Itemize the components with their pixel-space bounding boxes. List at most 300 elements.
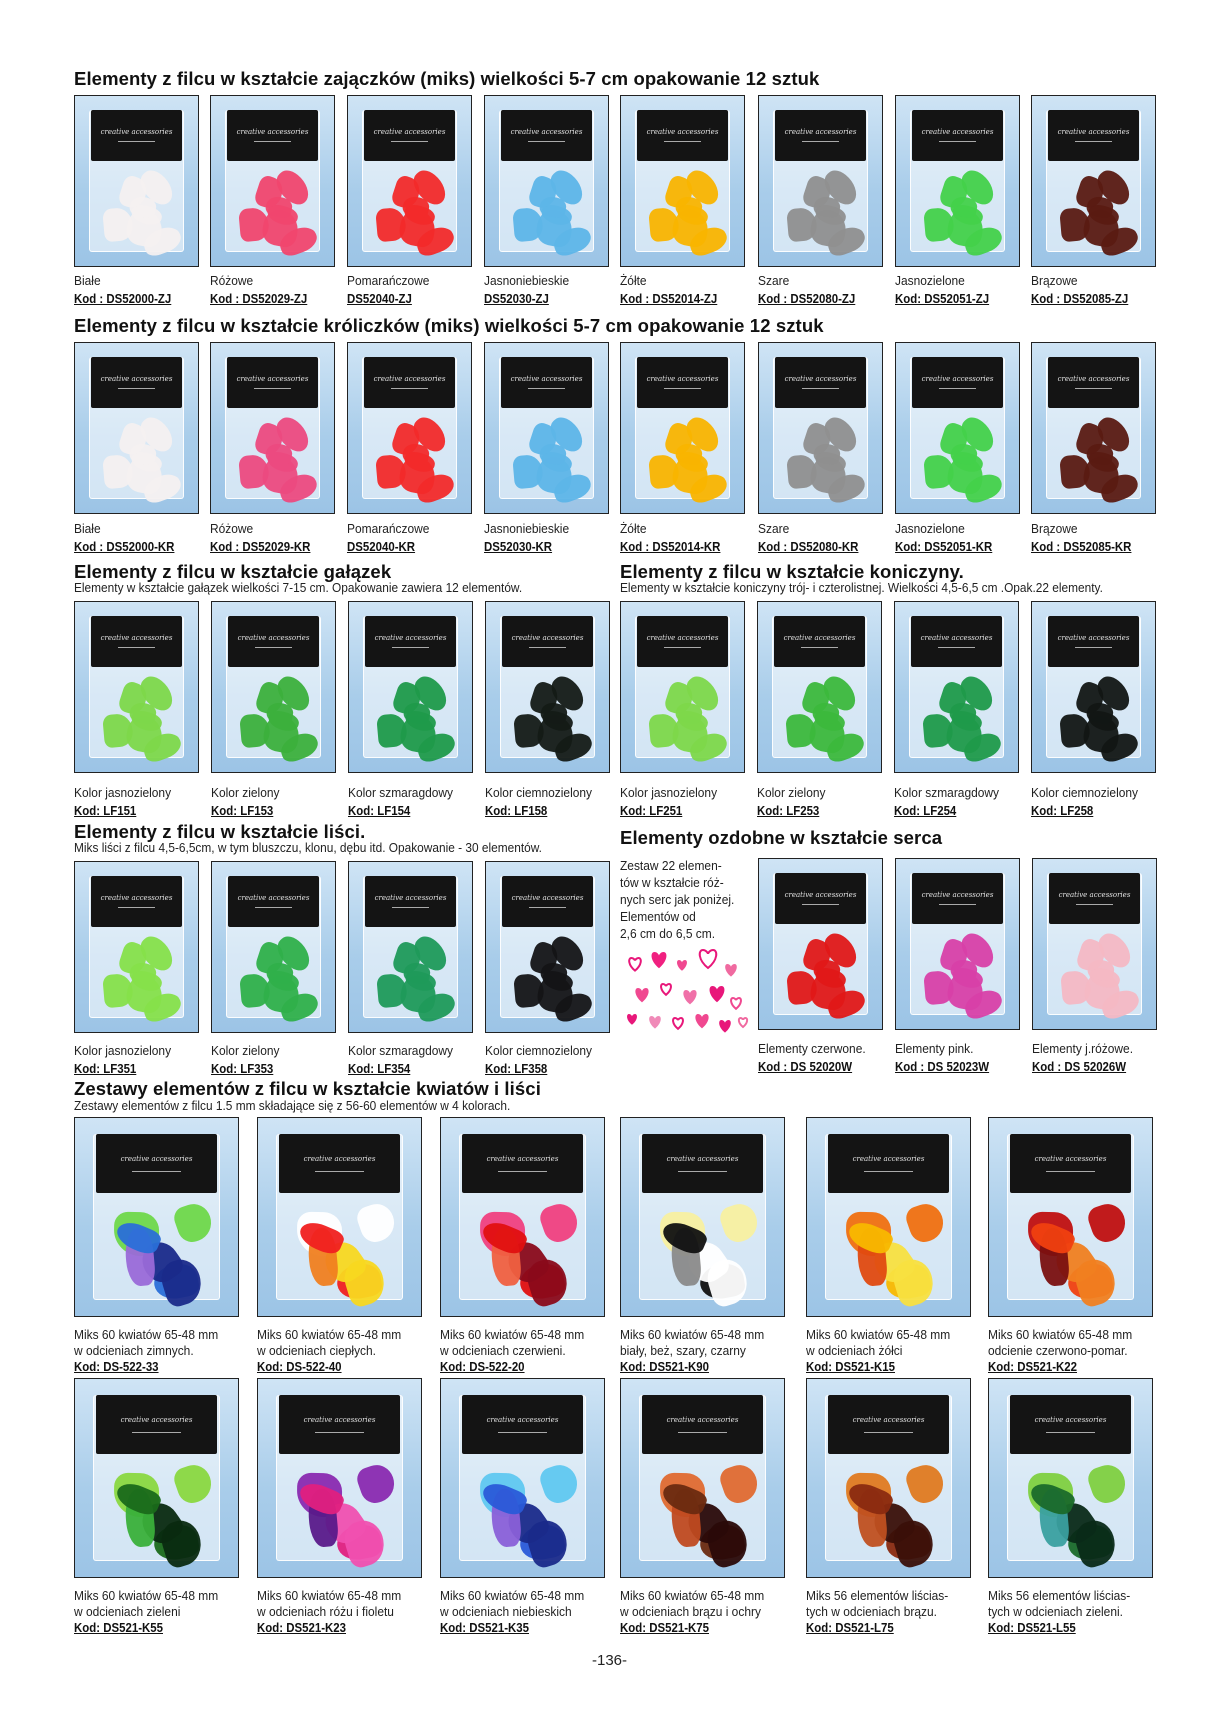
package-header xyxy=(364,357,455,408)
flower-set-card xyxy=(257,1378,422,1578)
felt-pieces xyxy=(371,933,450,1011)
flower-set-card xyxy=(440,1378,605,1578)
product-code: Kod : DS52000-ZJ xyxy=(74,291,172,306)
ornament-line xyxy=(1075,388,1111,389)
flower-set-desc-line2: tych w odcieniach brązu. xyxy=(806,1604,937,1619)
section_leaves-product-card xyxy=(74,861,199,1033)
ornament-line xyxy=(498,1432,546,1433)
product-code: Kod : DS52014-ZJ xyxy=(620,291,718,306)
flower-set-desc-line1: Miks 56 elementów liścias- xyxy=(988,1588,1131,1603)
felt-pieces xyxy=(650,1201,754,1292)
brand-logo: creative accessories xyxy=(920,633,993,642)
heart-shape xyxy=(710,986,725,1002)
flower-set-desc-line1: Miks 56 elementów liścias- xyxy=(806,1588,949,1603)
package-header xyxy=(96,1134,217,1193)
felt-pieces xyxy=(507,414,586,492)
product-code: Kod : DS 52020W xyxy=(758,1059,853,1074)
heart-shape xyxy=(683,990,696,1004)
felt-pieces xyxy=(1018,1462,1122,1553)
felt-pieces xyxy=(781,167,860,245)
flower-set-card xyxy=(74,1378,239,1578)
section_bunnies-product-card xyxy=(484,95,609,267)
product-code: Kod: LF353 xyxy=(211,1061,274,1076)
product-color-label: Szare xyxy=(758,273,790,288)
ornament-line xyxy=(392,647,428,648)
ornament-line xyxy=(864,1432,912,1433)
package-header xyxy=(775,357,866,408)
product-color-label: Różowe xyxy=(210,273,254,288)
package-header xyxy=(642,1395,763,1454)
package-header xyxy=(462,1134,583,1193)
product-color-label: Jasnozielone xyxy=(895,521,965,536)
product-color-label: Elementy j.różowe. xyxy=(1032,1041,1134,1056)
product-code: Kod: DS-522-33 xyxy=(74,1359,159,1374)
brand-logo: creative accessories xyxy=(303,1416,376,1425)
product-color-label: Kolor ciemnozielony xyxy=(485,785,593,800)
felt-pieces xyxy=(508,673,587,751)
package-header xyxy=(775,110,866,161)
felt-pieces xyxy=(780,673,859,751)
product-color-label: Jasnoniebieskie xyxy=(484,273,570,288)
product-color-label: Kolor ciemnozielony xyxy=(1031,785,1139,800)
section_hearts-title: Elementy ozdobne w kształcie serca xyxy=(620,827,943,848)
section_rabbits-product-card xyxy=(895,342,1020,514)
brand-logo: creative accessories xyxy=(852,1155,925,1164)
product-code: Kod : DS 52026W xyxy=(1032,1059,1127,1074)
felt-pieces xyxy=(1054,673,1133,751)
package-header xyxy=(96,1395,217,1454)
brand-logo: creative accessories xyxy=(237,633,310,642)
ornament-line xyxy=(118,907,154,908)
package-header xyxy=(279,1134,400,1193)
felt-pieces xyxy=(1018,1201,1122,1292)
ornament-line xyxy=(392,907,428,908)
flower-set-card xyxy=(74,1117,239,1317)
felt-pieces xyxy=(97,414,176,492)
product-code: Kod: DS521-K35 xyxy=(440,1620,530,1635)
product-code: Kod: DS521-L75 xyxy=(806,1620,894,1635)
ornament-line xyxy=(118,141,154,142)
product-color-label: Elementy czerwone. xyxy=(758,1041,866,1056)
ornament-line xyxy=(1075,647,1111,648)
brand-logo: creative accessories xyxy=(100,893,173,902)
flower-set-card xyxy=(988,1117,1153,1317)
felt-pieces xyxy=(97,167,176,245)
ornament-line xyxy=(1046,1171,1094,1172)
section_bunnies-product-card xyxy=(74,95,199,267)
flower-set-desc-line1: Miks 60 kwiatów 65-48 mm xyxy=(620,1588,765,1603)
product-code: Kod: LF354 xyxy=(348,1061,411,1076)
package-header xyxy=(828,1134,949,1193)
flower-set-desc-line2: w odcieniach brązu i ochry xyxy=(620,1604,761,1619)
flower-set-card xyxy=(440,1117,605,1317)
package-header xyxy=(637,110,728,161)
product-code: Kod: LF258 xyxy=(1031,803,1094,818)
section_twigs-product-card xyxy=(485,601,610,773)
brand-logo: creative accessories xyxy=(1057,633,1130,642)
felt-pieces xyxy=(1055,930,1134,1008)
section_rabbits-product-card xyxy=(210,342,335,514)
ornament-line xyxy=(529,907,565,908)
package-header xyxy=(91,876,182,927)
felt-pieces xyxy=(371,673,450,751)
ornament-line xyxy=(801,647,837,648)
product-color-label: Kolor szmaragdowy xyxy=(348,1043,454,1058)
heart-shape xyxy=(719,1020,731,1033)
flower-set-desc-line2: w odcieniach ciepłych. xyxy=(257,1343,377,1358)
section_leaves-product-card xyxy=(348,861,473,1033)
package-header xyxy=(227,357,318,408)
section_bunnies-product-card xyxy=(895,95,1020,267)
felt-pieces xyxy=(97,933,176,1011)
ornament-line xyxy=(118,388,154,389)
brand-logo: creative accessories xyxy=(120,1155,193,1164)
flower-set-desc-line1: Miks 60 kwiatów 65-48 mm xyxy=(440,1588,585,1603)
package-header xyxy=(912,110,1003,161)
section_leaves-product-card xyxy=(485,861,610,1033)
product-color-label: Białe xyxy=(74,273,101,288)
felt-pieces xyxy=(1054,414,1133,492)
product-color-label: Szare xyxy=(758,521,790,536)
product-code: Kod: LF154 xyxy=(348,803,411,818)
felt-pieces xyxy=(370,167,449,245)
package-header xyxy=(91,110,182,161)
flower-set-desc-line2: w odcieniach żółci xyxy=(806,1343,903,1358)
ornament-line xyxy=(1076,904,1112,905)
felt-pieces xyxy=(643,167,722,245)
flower-set-desc-line1: Miks 60 kwiatów 65-48 mm xyxy=(74,1327,219,1342)
brand-logo: creative accessories xyxy=(100,633,173,642)
felt-pieces xyxy=(918,930,997,1008)
heart-shape xyxy=(673,1018,683,1029)
felt-pieces xyxy=(650,1462,754,1553)
product-code: Kod: LF251 xyxy=(620,803,683,818)
ornament-line xyxy=(938,647,974,648)
ornament-line xyxy=(939,904,975,905)
flower-set-card xyxy=(257,1117,422,1317)
product-color-label: Kolor ciemnozielony xyxy=(485,1043,593,1058)
section_twigs-product-card xyxy=(211,601,336,773)
flower-set-desc-line2: w odcieniach niebieskich xyxy=(440,1604,572,1619)
brand-logo: creative accessories xyxy=(374,633,447,642)
heart-shape xyxy=(731,998,741,1009)
package-header xyxy=(1049,873,1140,924)
felt-pieces xyxy=(917,673,996,751)
brand-logo: creative accessories xyxy=(120,1416,193,1425)
brand-logo: creative accessories xyxy=(921,127,994,136)
section_twigs-subtitle: Elementy w kształcie gałązek wielkości 7-15 cm. Opakowanie zawiera 12 elementów. xyxy=(74,581,523,595)
package-header xyxy=(365,616,456,667)
brand-logo: creative accessories xyxy=(666,1416,739,1425)
product-code: Kod : DS52014-KR xyxy=(620,539,721,554)
felt-pieces xyxy=(97,673,176,751)
product-color-label: Brązowe xyxy=(1031,521,1078,536)
package-header xyxy=(828,1395,949,1454)
product-color-label: Różowe xyxy=(210,521,254,536)
section_rabbits-product-card xyxy=(74,342,199,514)
felt-pieces xyxy=(508,933,587,1011)
flower-set-desc-line2: w odcieniach czerwieni. xyxy=(440,1343,566,1358)
ornament-line xyxy=(678,1171,726,1172)
package-header xyxy=(501,357,592,408)
ornament-line xyxy=(391,388,427,389)
package-header xyxy=(642,1134,763,1193)
ornament-line xyxy=(528,141,564,142)
ornament-line xyxy=(864,1171,912,1172)
section_rabbits-title: Elementy z filcu w kształcie króliczków (miks) wielkości 5-7 cm opakowanie 12 sztuk xyxy=(74,315,824,336)
flower-set-card xyxy=(806,1378,971,1578)
brand-logo: creative accessories xyxy=(784,127,857,136)
felt-pieces xyxy=(643,414,722,492)
flower-set-desc-line1: Miks 60 kwiatów 65-48 mm xyxy=(440,1327,585,1342)
brand-logo: creative accessories xyxy=(666,1155,739,1164)
flower-set-desc-line1: Miks 60 kwiatów 65-48 mm xyxy=(74,1588,219,1603)
product-code: Kod: LF358 xyxy=(485,1061,548,1076)
product-color-label: Żółte xyxy=(620,521,647,536)
heart-shape xyxy=(629,958,641,971)
package-header xyxy=(228,876,319,927)
flower-set-desc-line2: odcienie czerwono-pomar. xyxy=(988,1343,1128,1358)
product-code: DS52040-ZJ xyxy=(347,291,412,306)
product-color-label: Jasnozielone xyxy=(895,273,965,288)
package-header xyxy=(1048,110,1139,161)
flower-set-desc-line1: Miks 60 kwiatów 65-48 mm xyxy=(620,1327,765,1342)
section_flowers-title: Zestawy elementów z filcu w kształcie kwiatów i liści xyxy=(74,1078,541,1099)
section_bunnies-product-card xyxy=(1031,95,1156,267)
package-header xyxy=(501,110,592,161)
product-code: Kod : DS52080-KR xyxy=(758,539,859,554)
product-code: Kod: DS-522-40 xyxy=(257,1359,342,1374)
product-code: Kod: DS521-K22 xyxy=(988,1359,1078,1374)
product-code: Kod: LF151 xyxy=(74,803,137,818)
package-header xyxy=(91,357,182,408)
brand-logo: creative accessories xyxy=(783,633,856,642)
brand-logo: creative accessories xyxy=(486,1155,559,1164)
package-header xyxy=(1048,616,1139,667)
package-header xyxy=(637,357,728,408)
package-header xyxy=(365,876,456,927)
felt-pieces xyxy=(104,1201,208,1292)
section_hearts-product-card xyxy=(758,858,883,1030)
ornament-line xyxy=(132,1171,180,1172)
brand-logo: creative accessories xyxy=(1057,374,1130,383)
product-code: Kod: DS-522-20 xyxy=(440,1359,525,1374)
felt-pieces xyxy=(287,1201,391,1292)
flower-set-desc-line2: w odcieniach zimnych. xyxy=(74,1343,194,1358)
brand-logo: creative accessories xyxy=(303,1155,376,1164)
section_rabbits-product-card xyxy=(347,342,472,514)
section_rabbits-product-card xyxy=(1031,342,1156,514)
ornament-line xyxy=(678,1432,726,1433)
brand-logo: creative accessories xyxy=(646,633,719,642)
product-code: Kod : DS52085-ZJ xyxy=(1031,291,1129,306)
felt-pieces xyxy=(370,414,449,492)
felt-pieces xyxy=(233,167,312,245)
product-code: Kod : DS52080-ZJ xyxy=(758,291,856,306)
product-color-label: Jasnoniebieskie xyxy=(484,521,570,536)
heart-shape xyxy=(652,952,667,968)
flower-set-desc-line2: w odcieniach różu i fioletu xyxy=(257,1604,394,1619)
brand-logo: creative accessories xyxy=(236,374,309,383)
brand-logo: creative accessories xyxy=(510,374,583,383)
package-header xyxy=(1048,357,1139,408)
package-header xyxy=(912,357,1003,408)
felt-pieces xyxy=(287,1462,391,1553)
brand-logo: creative accessories xyxy=(1058,890,1131,899)
page-number: -136- xyxy=(592,1652,628,1669)
flower-set-desc-line2: w odcieniach zieleni xyxy=(74,1604,181,1619)
product-code: DS52030-KR xyxy=(484,539,553,554)
package-header xyxy=(911,616,1002,667)
ornament-line xyxy=(802,141,838,142)
heart-shape xyxy=(627,1014,637,1025)
ornament-line xyxy=(1075,141,1111,142)
heart-shape xyxy=(700,950,717,968)
flower-set-desc-line2: tych w odcieniach zieleni. xyxy=(988,1604,1123,1619)
section_clover-product-card xyxy=(620,601,745,773)
brand-logo: creative accessories xyxy=(373,127,446,136)
section_twigs-title: Elementy z filcu w kształcie gałązek xyxy=(74,561,392,582)
section_bunnies-product-card xyxy=(758,95,883,267)
ornament-line xyxy=(255,647,291,648)
package-header xyxy=(279,1395,400,1454)
product-code: Kod: DS52051-ZJ xyxy=(895,291,990,306)
product-code: Kod: LF253 xyxy=(757,803,820,818)
ornament-line xyxy=(254,388,290,389)
brand-logo: creative accessories xyxy=(373,374,446,383)
product-code: Kod : DS52029-KR xyxy=(210,539,311,554)
ornament-line xyxy=(391,141,427,142)
felt-pieces xyxy=(234,933,313,1011)
product-code: DS52030-ZJ xyxy=(484,291,549,306)
package-header xyxy=(912,873,1003,924)
felt-pieces xyxy=(470,1462,574,1553)
ornament-line xyxy=(939,141,975,142)
brand-logo: creative accessories xyxy=(646,127,719,136)
brand-logo: creative accessories xyxy=(511,633,584,642)
brand-logo: creative accessories xyxy=(100,374,173,383)
section_bunnies-product-card xyxy=(620,95,745,267)
flower-set-desc-line2: biały, beż, szary, czarny xyxy=(620,1343,746,1358)
product-code: Kod: LF158 xyxy=(485,803,548,818)
heart-shape xyxy=(739,1018,747,1027)
heart-shape xyxy=(649,1016,661,1029)
package-header xyxy=(1010,1134,1131,1193)
package-header xyxy=(502,876,593,927)
section_twigs-product-card xyxy=(348,601,473,773)
ornament-line xyxy=(498,1171,546,1172)
ornament-line xyxy=(664,141,700,142)
brand-logo: creative accessories xyxy=(921,890,994,899)
product-color-label: Pomarańczowe xyxy=(347,521,430,536)
felt-pieces xyxy=(643,673,722,751)
felt-pieces xyxy=(781,414,860,492)
section_bunnies-title: Elementy z filcu w kształcie zajączków (miks) wielkości 5-7 cm opakowanie 12 sztuk xyxy=(74,68,820,89)
section_rabbits-product-card xyxy=(484,342,609,514)
package-header xyxy=(364,110,455,161)
product-code: Kod: LF153 xyxy=(211,803,274,818)
product-color-label: Kolor jasnozielony xyxy=(620,785,718,800)
package-header xyxy=(1010,1395,1131,1454)
product-code: Kod: DS521-K55 xyxy=(74,1620,164,1635)
product-color-label: Kolor zielony xyxy=(757,785,826,800)
ornament-line xyxy=(802,904,838,905)
ornament-line xyxy=(664,388,700,389)
brand-logo: creative accessories xyxy=(510,127,583,136)
product-color-label: Kolor jasnozielony xyxy=(74,1043,172,1058)
package-header xyxy=(228,616,319,667)
product-code: Kod: DS521-K75 xyxy=(620,1620,710,1635)
ornament-line xyxy=(529,647,565,648)
brand-logo: creative accessories xyxy=(784,374,857,383)
heart-shape xyxy=(661,984,671,995)
section_clover-product-card xyxy=(1031,601,1156,773)
product-code: Kod: DS521-K90 xyxy=(620,1359,710,1374)
ornament-line xyxy=(255,907,291,908)
flower-set-desc-line1: Miks 60 kwiatów 65-48 mm xyxy=(257,1588,402,1603)
felt-pieces xyxy=(918,167,997,245)
brand-logo: creative accessories xyxy=(374,893,447,902)
brand-logo: creative accessories xyxy=(1057,127,1130,136)
brand-logo: creative accessories xyxy=(237,893,310,902)
hearts-description: Zestaw 22 elemen- tów w kształcie róż- nych serc jak poniżej. Elementów od 2,6 cm do 6,5 cm. xyxy=(620,858,735,941)
heart-shape xyxy=(695,1014,708,1028)
product-color-label: Kolor szmaragdowy xyxy=(894,785,1000,800)
ornament-line xyxy=(528,388,564,389)
product-code: Kod : DS 52023W xyxy=(895,1059,990,1074)
ornament-line xyxy=(939,388,975,389)
package-header xyxy=(227,110,318,161)
product-code: Kod: DS521-K15 xyxy=(806,1359,896,1374)
heart-shape xyxy=(635,988,648,1002)
product-color-label: Kolor jasnozielony xyxy=(74,785,172,800)
brand-logo: creative accessories xyxy=(511,893,584,902)
brand-logo: creative accessories xyxy=(1034,1155,1107,1164)
flower-set-card xyxy=(988,1378,1153,1578)
product-color-label: Żółte xyxy=(620,273,647,288)
felt-pieces xyxy=(507,167,586,245)
section_clover-subtitle: Elementy w kształcie koniczyny trój- i czterolistnej. Wielkości 4,5-6,5 cm .Opak.22 elementy. xyxy=(620,581,1103,595)
brand-logo: creative accessories xyxy=(236,127,309,136)
section_leaves-title: Elementy z filcu w kształcie liści. xyxy=(74,821,366,842)
section_clover-product-card xyxy=(894,601,1019,773)
product-code: Kod: LF254 xyxy=(894,803,957,818)
product-code: DS52040-KR xyxy=(347,539,416,554)
flower-set-card xyxy=(620,1378,785,1578)
section_flowers-subtitle: Zestawy elementów z filcu 1.5 mm składające się z 56-60 elementów w 4 kolorach. xyxy=(74,1099,511,1113)
brand-logo: creative accessories xyxy=(646,374,719,383)
product-color-label: Kolor szmaragdowy xyxy=(348,785,454,800)
ornament-line xyxy=(254,141,290,142)
brand-logo: creative accessories xyxy=(921,374,994,383)
section_clover-product-card xyxy=(757,601,882,773)
product-color-label: Kolor zielony xyxy=(211,785,280,800)
package-header xyxy=(91,616,182,667)
product-code: Kod: LF351 xyxy=(74,1061,137,1076)
ornament-line xyxy=(664,647,700,648)
brand-logo: creative accessories xyxy=(486,1416,559,1425)
package-header xyxy=(502,616,593,667)
product-code: Kod : DS52000-KR xyxy=(74,539,175,554)
section_twigs-product-card xyxy=(74,601,199,773)
felt-pieces xyxy=(234,673,313,751)
flower-set-card xyxy=(620,1117,785,1317)
brand-logo: creative accessories xyxy=(852,1416,925,1425)
section_bunnies-product-card xyxy=(210,95,335,267)
product-code: Kod : DS52029-ZJ xyxy=(210,291,308,306)
brand-logo: creative accessories xyxy=(784,890,857,899)
product-color-label: Elementy pink. xyxy=(895,1041,974,1056)
